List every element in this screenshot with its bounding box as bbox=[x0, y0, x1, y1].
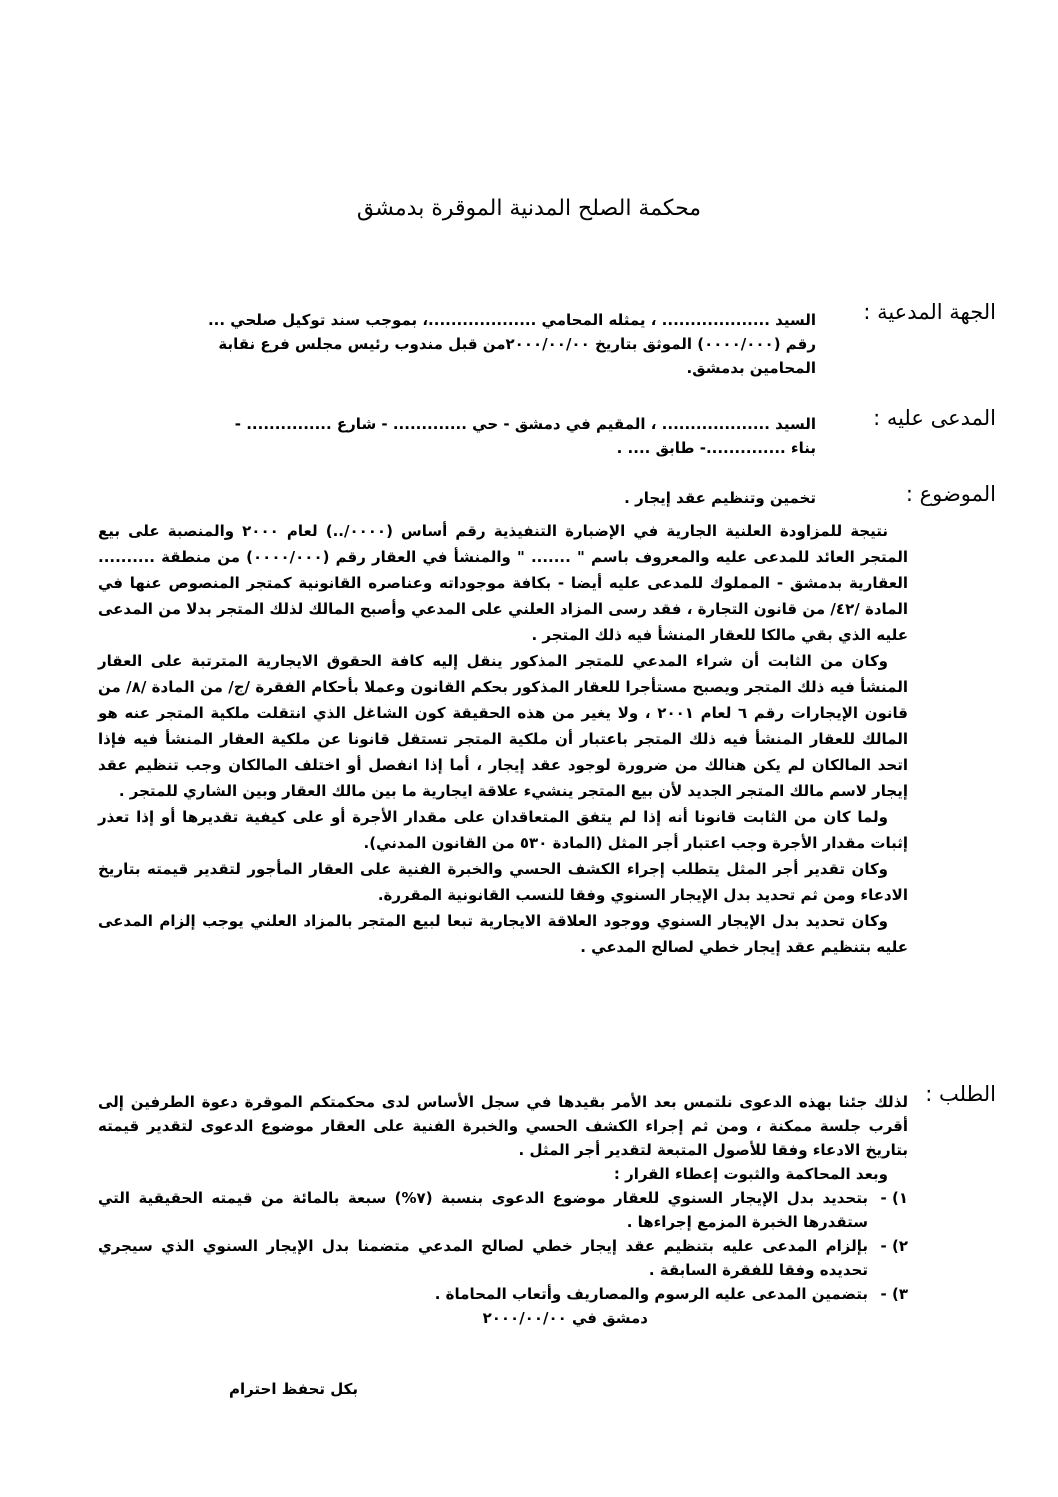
defendant-section bbox=[56, 406, 996, 476]
subject-content bbox=[56, 486, 816, 510]
request-item-number: ٢) - bbox=[880, 1237, 908, 1255]
request-item bbox=[98, 1234, 908, 1282]
body-paragraph: نتيجة للمزاودة العلنية الجارية في الإضبارة التنفيذية رقم أساس (٠٠٠٠/..) لعام ٢٠٠٠ والمنصبة على بيع المتجر العائد للمدعى عليه والمعروف باسم " ....... " والمنشأ في العقار رقم (٠٠٠٠/٠٠٠) من منطقة .......... العقارية بدمشق - المملوك للمدعى عليه أيضا - بكافة موجوداته وعناصره القانونية كمتجر المنصوص عنها في المادة /٤٢/ من قانون التجارة ، فقد رسى المزاد العلني على المدعي وأصبح المالك لذلك المتجر بدلا من المدعى عليه الذي بقي مالكا للعقار المنشأ فيه ذلك المتجر . bbox=[98, 522, 909, 644]
defendant-label: المدعى عليه : bbox=[873, 406, 996, 430]
request-item-text: بإلزام المدعى عليه بتنظيم عقد إيجار خطي لصالح المدعي متضمنا بدل الإيجار السنوي الذي سيجري تحديده وفقا للفقرة السابقة . bbox=[98, 1237, 868, 1279]
place-date: دمشق في ٢٠٠٠/٠٠/٠٠ bbox=[482, 1309, 648, 1327]
defendant-line: بناء ..............- طابق .... . bbox=[616, 439, 816, 457]
closing-regards: بكل تحفظ احترام bbox=[228, 1380, 358, 1398]
request-item bbox=[98, 1186, 908, 1234]
plaintiff-line: السيد ................... ، يمثله المحامي ...................، بموجب سند توكيل صلحي ... bbox=[207, 311, 816, 329]
plaintiff-line: رقم (٠٠٠٠/٠٠٠) الموثق بتاريخ ٢٠٠٠/٠٠/٠٠من قبل مندوب رئيس مجلس فرع نقابة bbox=[218, 335, 816, 353]
body-paragraph: ولما كان من الثابت قانونا أنه إذا لم يتفق المتعاقدان على مقدار الأجرة أو على كيفية تقديرها أو إذا تعذر إثبات مقدار الأجرة وجب اعتبار أجر المثل (المادة ٥٣٠ من القانون المدني). bbox=[98, 808, 908, 852]
subject-label: الموضوع : bbox=[905, 482, 996, 506]
document-title: محكمة الصلح المدنية الموقرة بدمشق bbox=[356, 196, 702, 221]
subject-section bbox=[56, 482, 996, 516]
plaintiff-label: الجهة المدعية : bbox=[863, 300, 996, 324]
plaintiff-content bbox=[56, 308, 816, 380]
request-intro: لذلك جئنا بهذه الدعوى نلتمس بعد الأمر بقيدها في سجل الأساس لدى محكمتكم الموقرة دعوة الطرفين إلى أقرب جلسة ممكنة ، ومن ثم إجراء الكشف الحسي والخبرة الفنية على العقار موضوع الدعوى لتقدير قيمته بتاريخ الادعاء وفقا للأصول المتبعة لتقدير أجر المثل . bbox=[98, 1093, 908, 1159]
request-item-number: ٣) - bbox=[880, 1285, 908, 1303]
body-paragraph: وكان تحديد بدل الإيجار السنوي ووجود العلاقة الايجارية تبعا لبيع المتجر بالمزاد العلني يوجب إلزام المدعى عليه بتنظيم عقد إيجار خطي لصالح المدعي . bbox=[98, 912, 908, 956]
defendant-line: السيد ................... ، المقيم في دمشق - حي ............. - شارع ............... - bbox=[234, 415, 816, 433]
request-content bbox=[98, 1090, 908, 1330]
decision-intro: وبعد المحاكمة والثبوت إعطاء القرار : bbox=[613, 1165, 888, 1183]
plaintiff-line: المحامين بدمشق. bbox=[686, 359, 816, 377]
body-paragraph: وكان من الثابت أن شراء المدعي للمتجر المذكور ينقل إليه كافة الحقوق الايجارية المترتبة على العقار المنشأ فيه ذلك المتجر ويصبح مستأجرا للعقار المذكور بحكم القانون وعملا بأحكام الفقرة /ج/ من المادة /٨/ من قانون الإيجارات رقم ٦ لعام ٢٠٠١ ، ولا يغير من هذه الحقيقة كون الشاغل الذي انتقلت ملكية المتجر عنه هو المالك للعقار المنشأ فيه ذلك المتجر باعتبار أن ملكية المتجر تستقل قانونا عن ملكية العقار المنشأ فيه فإذا اتحد المالكان لم يكن هنالك من ضرورة لوجود عقد إيجار ، أما إذا انفصل أو اختلف المالكان وجب تنظيم عقد إيجار لاسم مالك المتجر الجديد لأن بيع المتجر ينشيء علاقة ايجارية ما بين مالك العقار وبين الشاري للمتجر . bbox=[98, 652, 908, 800]
subject-text: تخمين وتنظيم عقد إيجار . bbox=[624, 489, 816, 507]
defendant-content bbox=[56, 412, 816, 460]
plaintiff-section bbox=[56, 300, 996, 410]
body-paragraph: وكان تقدير أجر المثل يتطلب إجراء الكشف الحسي والخبرة الفنية على العقار المأجور لتقدير قيمته بتاريخ الادعاء ومن ثم تحديد بدل الإيجار السنوي وفقا للنسب القانونية المقررة. bbox=[98, 860, 908, 904]
request-item-number: ١) - bbox=[880, 1189, 908, 1207]
body-text bbox=[98, 518, 908, 960]
request-item bbox=[98, 1282, 908, 1306]
request-item-text: بتحديد بدل الإيجار السنوي للعقار موضوع الدعوى بنسبة (٧%) سبعة بالمائة من قيمته الحقيقية التي ستقدرها الخبرة المزمع إجراءها . bbox=[98, 1189, 868, 1231]
request-label: الطلب : bbox=[925, 1082, 996, 1106]
request-item-text: بتضمين المدعى عليه الرسوم والمصاريف وأتعاب المحاماة . bbox=[434, 1285, 868, 1303]
